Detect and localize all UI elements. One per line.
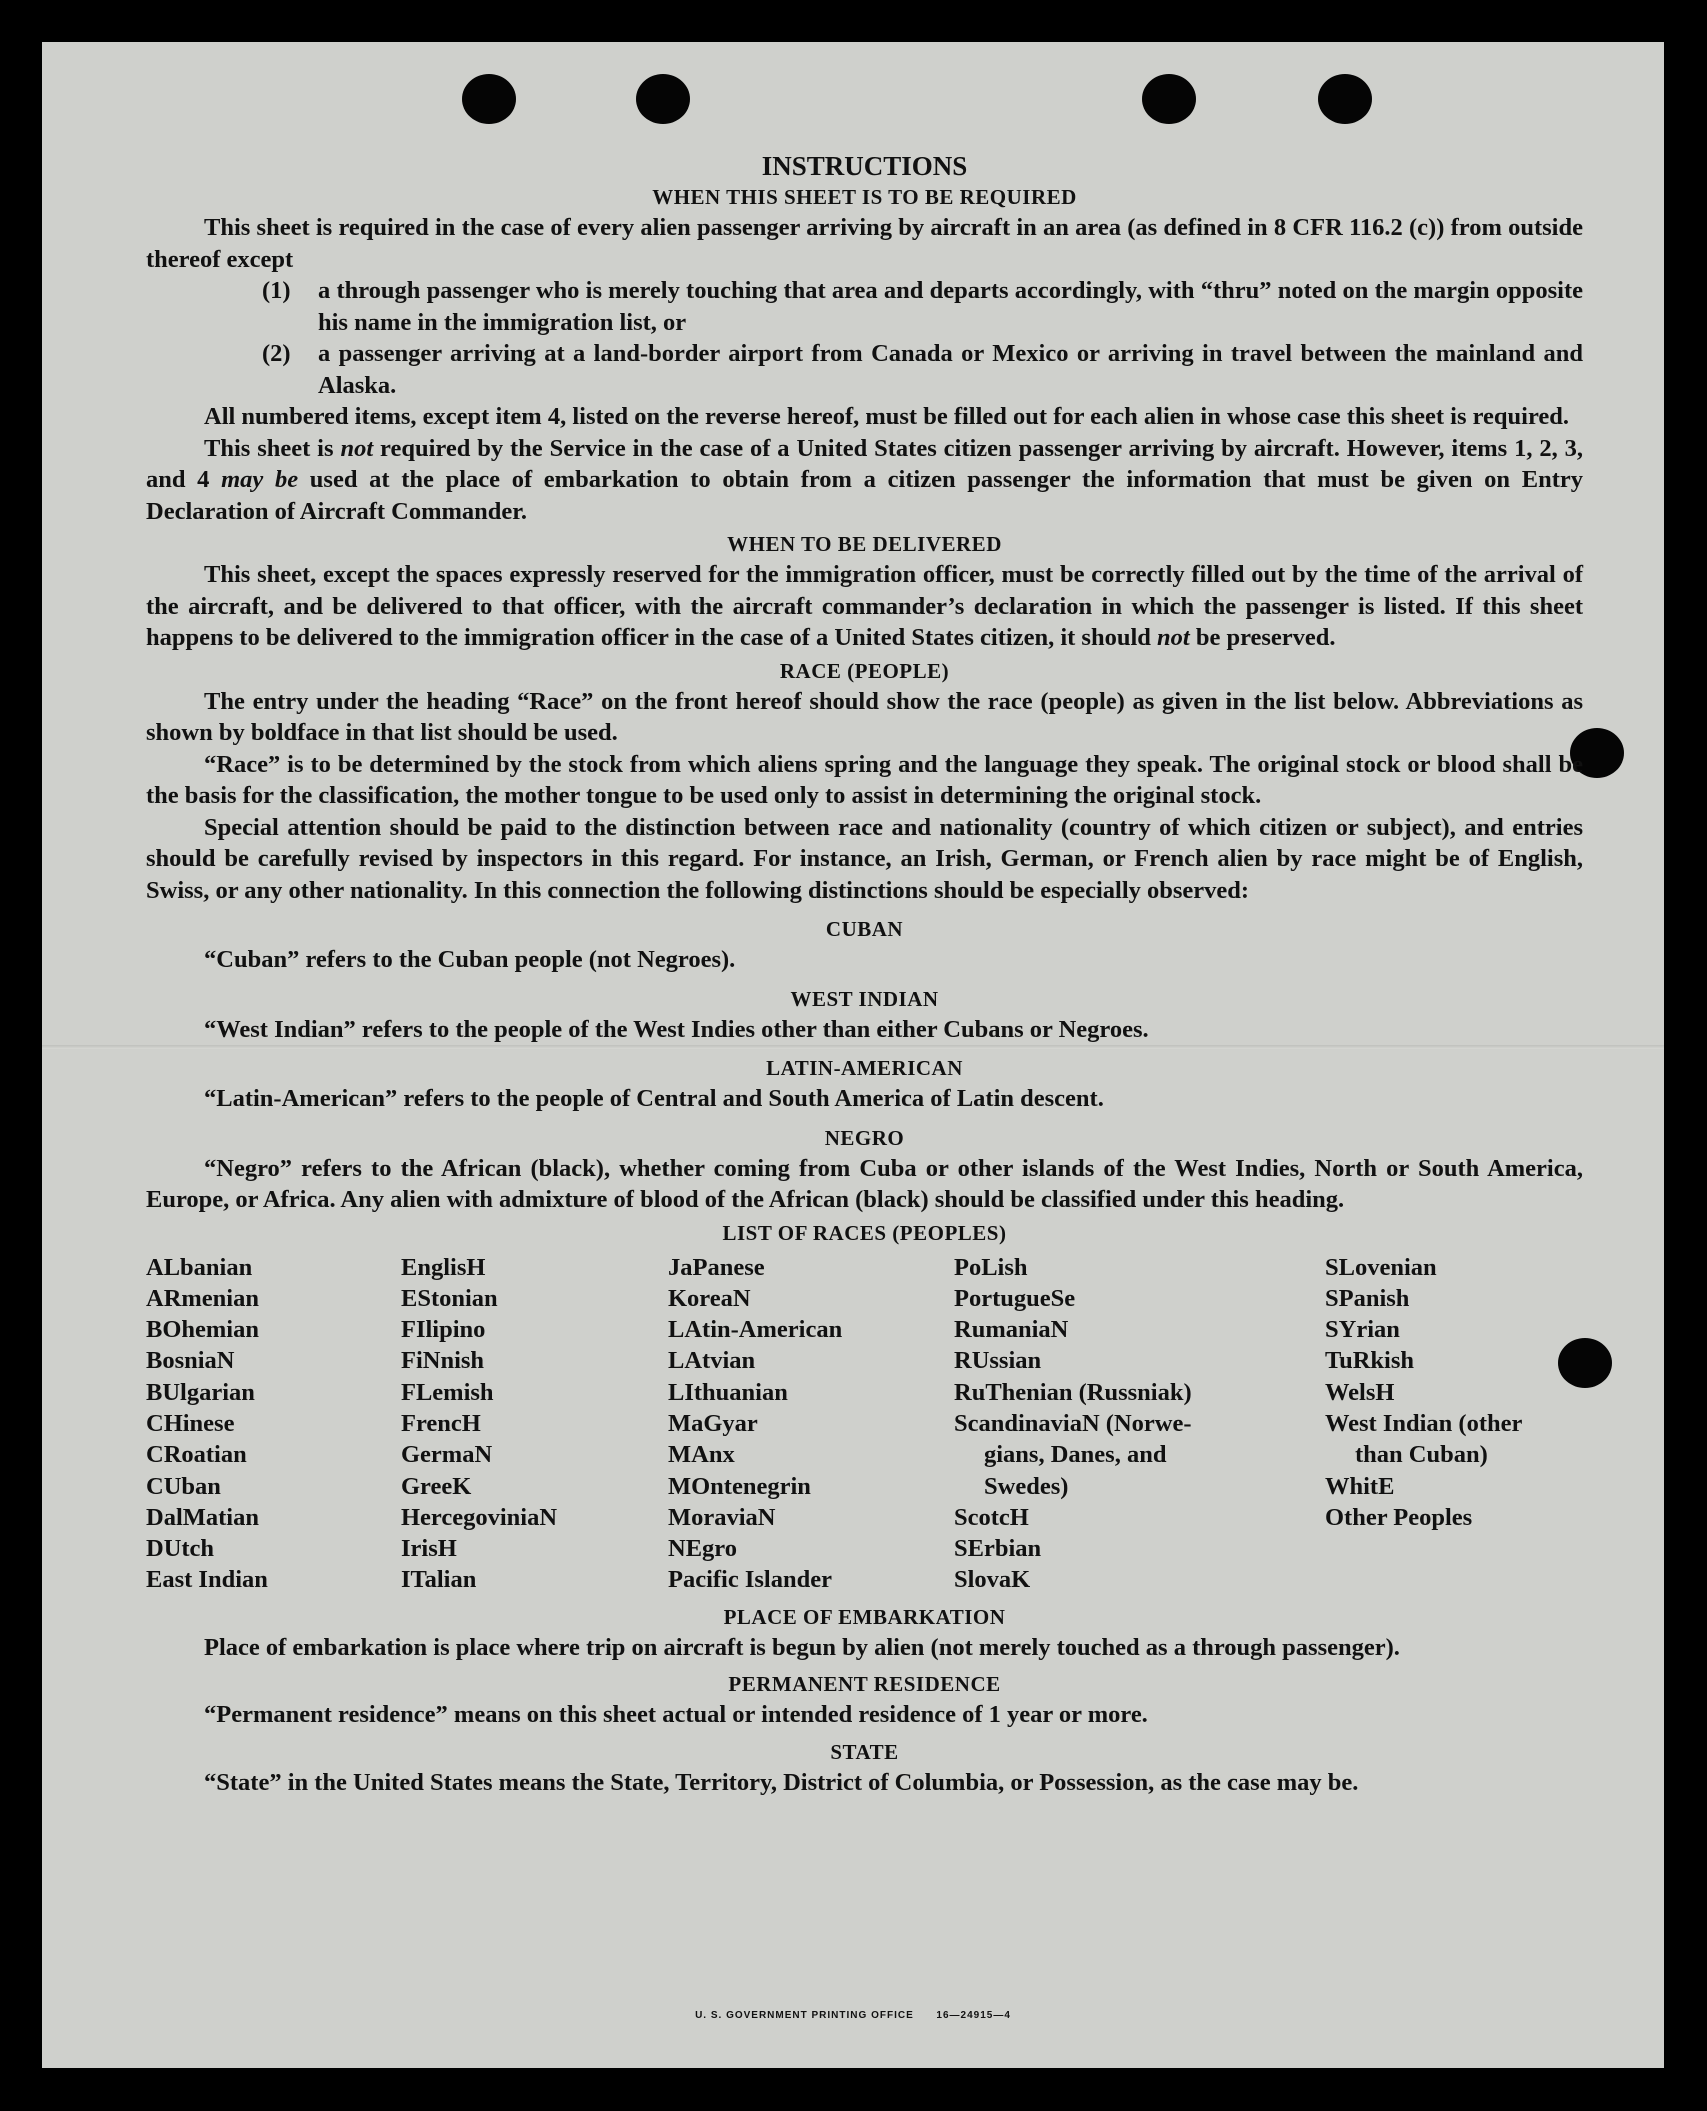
race-entry: BUlgarian bbox=[146, 1378, 255, 1406]
instructions-body bbox=[146, 148, 1583, 1798]
exception-text: a through passenger who is merely touching that area and departs accordingly, with “thru” noted on the margin opposite his name in the immigration list, or bbox=[318, 277, 1583, 336]
citizen-text: used at the place of embarkation to obtain from a citizen passenger the information that must be given on Entry Declaration of Aircraft Commander. bbox=[146, 466, 1583, 525]
race-entry: DUtch bbox=[146, 1535, 215, 1563]
delivered-emphasis: not bbox=[1157, 624, 1190, 651]
race-entry: BOhemian bbox=[146, 1316, 259, 1344]
race-entry: East Indian bbox=[146, 1566, 268, 1594]
race-entry: gians, Danes, and bbox=[984, 1441, 1167, 1469]
race-entry: WhitE bbox=[1325, 1472, 1395, 1500]
punch-hole bbox=[636, 74, 690, 124]
punch-hole bbox=[462, 74, 516, 124]
race-entry: ScandinaviaN (Norwe- bbox=[954, 1409, 1192, 1437]
race-entry: SPanish bbox=[1325, 1284, 1410, 1312]
race-paragraph-1: The entry under the heading “Race” on the front hereof should show the race (people) as given in the list below. Abbreviations as shown by boldface in that list should be used. bbox=[146, 687, 1583, 746]
citizen-text: This sheet is bbox=[204, 434, 341, 462]
cuban-text: “Cuban” refers to the Cuban people (not Negroes). bbox=[204, 946, 736, 973]
exception-number: (1) bbox=[262, 277, 291, 304]
exception-number: (2) bbox=[262, 340, 291, 367]
race-entry: Pacific Islander bbox=[668, 1566, 832, 1594]
race-entry: GreeK bbox=[401, 1472, 472, 1500]
race-entry: PortugueSe bbox=[954, 1284, 1076, 1312]
race-paragraph-2: “Race” is to be determined by the stock from which aliens spring and the language they speak. The original stock or blood shall be the basis for the classification, the mother tongue to be used only to assist in determining the original stock. bbox=[146, 750, 1583, 809]
race-entry: LAtin-American bbox=[668, 1316, 843, 1344]
race-entry: WelsH bbox=[1325, 1378, 1395, 1406]
race-entry: Other Peoples bbox=[1325, 1503, 1473, 1531]
race-entry: FrencH bbox=[401, 1409, 481, 1437]
race-entry: SlovaK bbox=[954, 1566, 1031, 1594]
race-entry: ITalian bbox=[401, 1566, 477, 1594]
race-entry: GermaN bbox=[401, 1441, 493, 1469]
race-entry: FIlipino bbox=[401, 1316, 486, 1344]
exception-text: a passenger arriving at a land-border airport from Canada or Mexico or arriving in travel between the mainland and Alaska. bbox=[318, 340, 1583, 399]
race-entry: JaPanese bbox=[668, 1253, 765, 1281]
citizen-text: required by the Service in the case of a United States citizen passenger arriving by aircraft. However, items 1, 2, 3, and 4 bbox=[146, 434, 1584, 493]
race-entry: PoLish bbox=[954, 1253, 1028, 1281]
race-entry: BosniaN bbox=[146, 1347, 235, 1375]
citizen-emphasis: may be bbox=[221, 466, 299, 493]
race-entry: NEgro bbox=[668, 1535, 737, 1563]
heading-race: RACE (PEOPLE) bbox=[779, 658, 950, 683]
race-paragraph-3: Special attention should be paid to the distinction between race and nationality (country of which citizen or subject), and entries should be carefully revised by inspectors in this regard. For instance, an Irish, German, or French alien by race might be of English, Swiss, or any other nationality. In this connection the following distinctions should be especially observed: bbox=[146, 813, 1583, 904]
race-entry: than Cuban) bbox=[1355, 1441, 1488, 1469]
race-entry: MAnx bbox=[668, 1441, 735, 1469]
race-entry: SErbian bbox=[954, 1535, 1042, 1563]
race-column-1 bbox=[146, 1252, 401, 1596]
race-entry: MaGyar bbox=[668, 1409, 758, 1437]
race-entry: RuThenian (Russniak) bbox=[954, 1378, 1192, 1406]
race-entry: LAtvian bbox=[668, 1347, 756, 1375]
heading-latin-american: LATIN-AMERICAN bbox=[766, 1056, 963, 1080]
race-entry: FLemish bbox=[401, 1378, 494, 1406]
race-entry: EStonian bbox=[401, 1284, 498, 1312]
race-entry: CHinese bbox=[146, 1409, 235, 1437]
race-entry: RUssian bbox=[954, 1347, 1042, 1375]
race-entry: HercegoviniaN bbox=[401, 1503, 558, 1531]
exception-item bbox=[146, 338, 1583, 401]
race-entry: KoreaN bbox=[668, 1284, 751, 1312]
west-indian-text: “West Indian” refers to the people of the West Indies other than either Cubans or Negroes. bbox=[204, 1015, 1149, 1043]
race-column-4 bbox=[954, 1252, 1325, 1596]
race-entry: SLovenian bbox=[1325, 1253, 1437, 1281]
race-entry: ALbanian bbox=[146, 1253, 253, 1281]
numbered-items-paragraph: All numbered items, except item 4, listed on the reverse hereof, must be filled out for each alien in whose case this sheet is required. bbox=[204, 403, 1570, 430]
race-entry: SYrian bbox=[1325, 1316, 1400, 1344]
exception-item bbox=[146, 275, 1583, 338]
race-column-2 bbox=[401, 1252, 668, 1596]
embarkation-text: Place of embarkation is place where trip on aircraft is begun by alien (not merely touched as a through passenger). bbox=[204, 1633, 1400, 1661]
race-entry: RumaniaN bbox=[954, 1316, 1069, 1344]
race-entry: Swedes) bbox=[984, 1472, 1069, 1500]
required-intro: This sheet is required in the case of every alien passenger arriving by aircraft in an area (as defined in 8 CFR 116.2 (c)) from outside thereof except bbox=[146, 214, 1583, 273]
race-entry: DalMatian bbox=[146, 1503, 259, 1531]
heading-when-required: WHEN THIS SHEET IS TO BE REQUIRED bbox=[652, 185, 1077, 209]
document-sheet bbox=[42, 42, 1664, 2068]
delivered-text: be preserved. bbox=[1189, 624, 1336, 651]
race-entry: FiNnish bbox=[401, 1347, 485, 1375]
delivered-text: This sheet, except the spaces expressly reserved for the immigration officer, must be correctly filled out by the time of the arrival of the aircraft, and be delivered to that officer, with the aircraft commander’s declaration in which the passenger is listed. If this sheet happens to be delivered to the immigration officer in the case of a United States citizen, it should bbox=[146, 561, 1583, 651]
race-entry: MOntenegrin bbox=[668, 1472, 811, 1500]
heading-embarkation: PLACE OF EMBARKATION bbox=[723, 1604, 1006, 1629]
race-entry: CRoatian bbox=[146, 1441, 247, 1469]
race-entry: EnglisH bbox=[401, 1253, 486, 1281]
race-entry: West Indian (other bbox=[1325, 1409, 1523, 1437]
heading-cuban: CUBAN bbox=[825, 917, 904, 941]
race-column-5 bbox=[1325, 1252, 1583, 1596]
race-entry: MoraviaN bbox=[668, 1503, 776, 1531]
race-entry: ScotcH bbox=[954, 1503, 1029, 1531]
race-column-3 bbox=[668, 1252, 954, 1596]
residence-text: “Permanent residence” means on this sheet actual or intended residence of 1 year or more. bbox=[204, 1701, 1148, 1729]
heading-state: STATE bbox=[830, 1739, 899, 1764]
race-entry: LIthuanian bbox=[668, 1378, 788, 1406]
heading-when-delivered: WHEN TO BE DELIVERED bbox=[727, 532, 1002, 556]
page-title: INSTRUCTIONS bbox=[761, 151, 968, 181]
delivered-paragraph bbox=[146, 559, 1583, 654]
latin-american-text: “Latin-American” refers to the people of Central and South America of Latin descent. bbox=[204, 1085, 1104, 1112]
race-entry: ARmenian bbox=[146, 1284, 259, 1312]
citizen-paragraph bbox=[146, 433, 1583, 528]
race-entry: TuRkish bbox=[1325, 1347, 1415, 1375]
heading-list-of-races: LIST OF RACES (PEOPLES) bbox=[722, 1220, 1007, 1245]
punch-hole bbox=[1142, 74, 1196, 124]
race-entry: IrisH bbox=[401, 1535, 457, 1563]
form-number: 16—24915—4 bbox=[936, 2010, 1011, 2021]
state-text: “State” in the United States means the State, Territory, District of Columbia, or Possession, as the case may be. bbox=[204, 1768, 1359, 1796]
citizen-emphasis: not bbox=[340, 434, 374, 462]
heading-permanent-residence: PERMANENT RESIDENCE bbox=[728, 1672, 1001, 1697]
heading-west-indian: WEST INDIAN bbox=[790, 986, 939, 1011]
printer-name: U. S. GOVERNMENT PRINTING OFFICE bbox=[695, 2010, 914, 2021]
race-list bbox=[146, 1252, 1583, 1596]
negro-text: “Negro” refers to the African (black), whether coming from Cuba or other islands of the West Indies, North or South America, Europe, or Africa. Any alien with admixture of blood of the African (black) should be classified under this heading. bbox=[146, 1154, 1583, 1213]
punch-hole bbox=[1318, 74, 1372, 124]
printer-imprint bbox=[42, 2010, 1664, 2021]
heading-negro: NEGRO bbox=[824, 1125, 905, 1150]
race-entry: CUban bbox=[146, 1472, 221, 1500]
